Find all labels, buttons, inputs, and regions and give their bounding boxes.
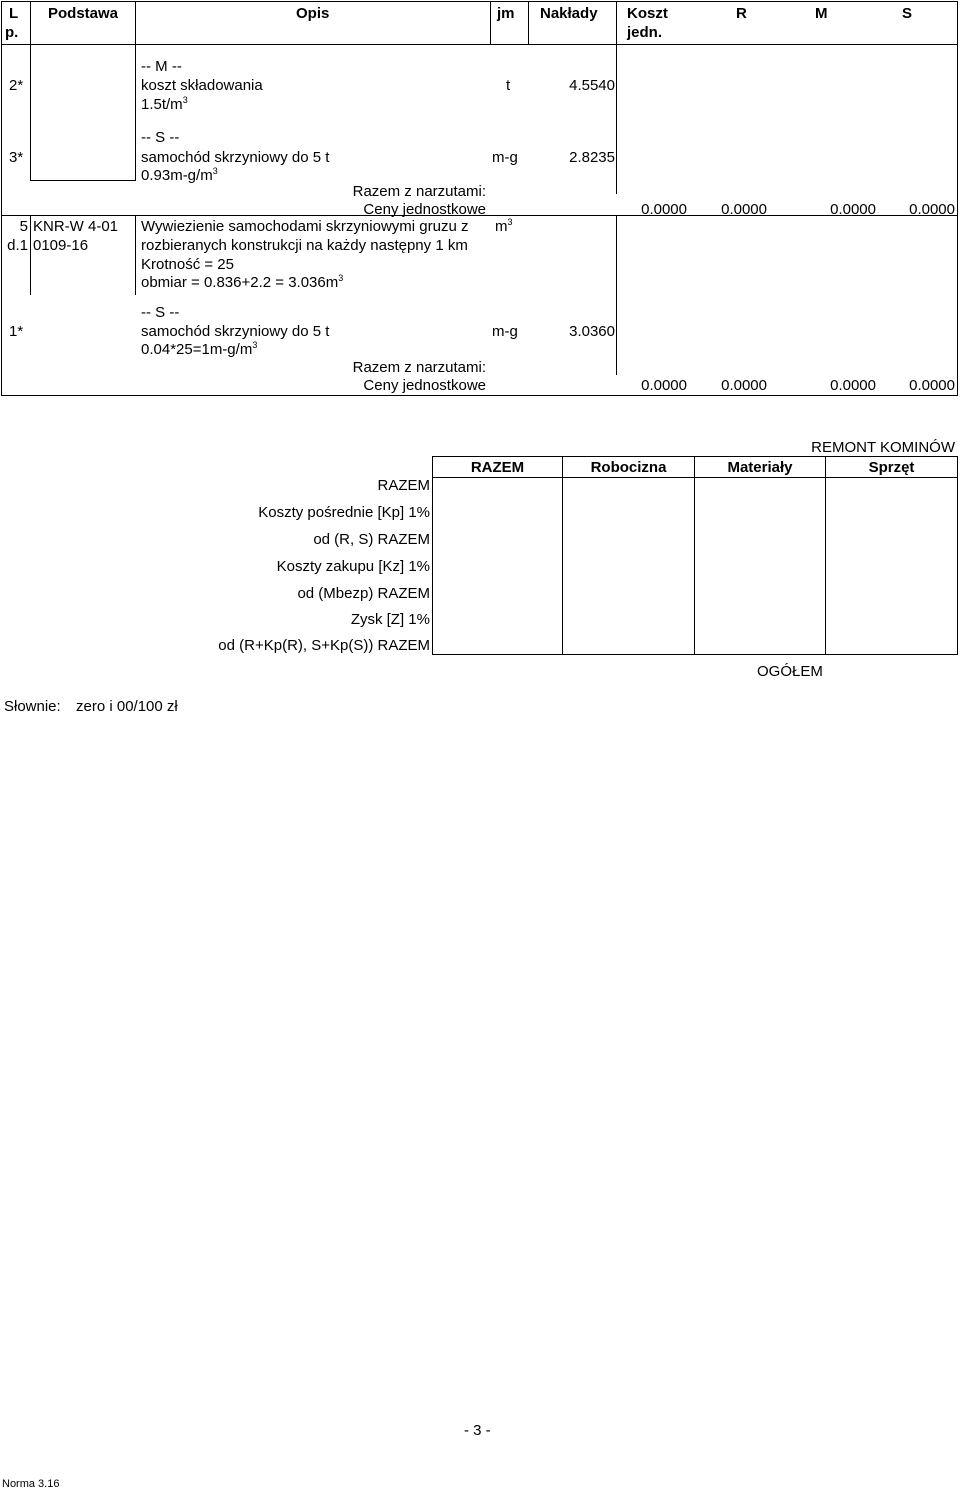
row-1-jm: m-g	[492, 323, 518, 340]
row-2-jm: t	[506, 77, 511, 94]
totals-col-robocizna: Robocizna	[590, 459, 667, 476]
summary-2-koszt-s: 0.0000	[830, 377, 876, 394]
totals-col-sep-1	[562, 456, 563, 655]
slownie-value: zero i 00/100 zł	[76, 698, 178, 715]
col-sep-naklady	[616, 1, 617, 45]
totals-label-kz: Koszty zakupu [Kz] 1%	[276, 558, 430, 575]
row-3-desc: samochód skrzyniowy do 5 t	[141, 149, 330, 166]
row-3-formula: $0.93m-g/m^3$	[141, 166, 218, 184]
totals-label-zysk: Zysk [Z] 1%	[350, 611, 430, 628]
position-5-lp-1: 5	[19, 218, 28, 235]
summary-1-razem: Razem z narzutami:	[352, 183, 486, 200]
totals-left-border	[432, 456, 433, 655]
row-2-marker: -- M --	[141, 58, 182, 75]
totals-col-sprzet: Sprzęt	[868, 459, 915, 476]
col-sep-opis	[490, 1, 491, 45]
header-naklady: Nakłady	[540, 5, 598, 22]
position-5-lp-2: d.1	[7, 237, 28, 254]
table-left-border	[1, 1, 2, 396]
totals-label-razem: RAZEM	[377, 477, 430, 494]
totals-col-sep-3	[825, 456, 826, 655]
summary-1-koszt-m: 0.0000	[721, 201, 767, 218]
col-sep-podstawa	[135, 1, 136, 181]
header-koszt-1: Koszt	[627, 5, 668, 22]
row-1-desc: samochód skrzyniowy do 5 t	[141, 323, 330, 340]
header-jm: jm	[497, 5, 515, 22]
position-5-podstawa-1: KNR-W 4-01	[33, 218, 119, 235]
position-5-jm: $m^3$	[495, 217, 513, 235]
header-r: R	[736, 5, 747, 22]
summary-divider	[30, 180, 135, 181]
summary-2-koszt-m: 0.0000	[721, 377, 767, 394]
position-5-krotnosc: Krotność = 25	[141, 256, 234, 273]
row-2-naklady: 4.5540	[569, 77, 615, 94]
totals-section-title: REMONT KOMINÓW	[811, 439, 955, 456]
position-5-desc-1: Wywiezienie samochodami skrzyniowymi gruzu z	[141, 218, 469, 235]
row-1-marker: -- S --	[141, 304, 180, 321]
program-name: Norma 3.16	[2, 1478, 60, 1490]
totals-label-zysk-razem: od (R+Kp(R), S+Kp(S)) RAZEM	[218, 637, 430, 654]
totals-col-materialy: Materiały	[727, 459, 793, 476]
slownie-label: Słownie:	[4, 698, 61, 715]
page-number: - 3 -	[464, 1422, 491, 1439]
totals-ogolem: OGÓŁEM	[757, 663, 823, 680]
row-1-naklady: 3.0360	[569, 323, 615, 340]
summary-1-koszt-r: 0.0000	[641, 201, 687, 218]
totals-col-sep-2	[694, 456, 695, 655]
position-5-obmiar: obmiar = $0.836+2.2 = 3.036m^3$	[141, 273, 344, 291]
summary-1-koszt-total: 0.0000	[909, 201, 955, 218]
header-koszt-2: jedn.	[627, 24, 663, 41]
summary-1-koszt-s: 0.0000	[830, 201, 876, 218]
col-sep-jm	[528, 1, 529, 45]
position-5-desc-2: rozbieranych konstrukcji na każdy następny 1 km	[141, 237, 468, 254]
row-3-naklady: 2.8235	[569, 149, 615, 166]
header-m: M	[815, 5, 828, 22]
col-sep-lp-2	[30, 215, 31, 295]
header-s: S	[902, 5, 913, 22]
row-2-lp: 2*	[9, 77, 24, 94]
table-top-border	[1, 1, 957, 2]
col-sep-naklady-3	[616, 215, 617, 375]
summary-2-koszt-total: 0.0000	[909, 377, 955, 394]
header-bottom-border	[1, 44, 957, 45]
summary-2-ceny: Ceny jednostkowe	[363, 377, 486, 394]
row-2-formula: $1.5t/m^3$	[141, 95, 188, 113]
summary-2-koszt-r: 0.0000	[641, 377, 687, 394]
summary-2-razem: Razem z narzutami:	[352, 359, 486, 376]
totals-label-kz-razem: od (Mbezp) RAZEM	[297, 585, 430, 602]
row-1-formula: $0.04*25=1m-g/m^3$	[141, 340, 258, 358]
totals-col-razem: RAZEM	[470, 459, 525, 476]
table-bottom-border	[1, 395, 957, 396]
col-sep-podstawa-2	[135, 215, 136, 295]
summary-1-ceny: Ceny jednostkowe	[363, 201, 486, 218]
col-sep-lp	[30, 1, 31, 181]
table-right-border	[957, 1, 958, 396]
totals-label-kp: Koszty pośrednie [Kp] 1%	[258, 504, 430, 521]
row-3-jm: m-g	[492, 149, 518, 166]
header-podstawa: Podstawa	[48, 5, 119, 22]
row-2-desc: koszt składowania	[141, 77, 263, 94]
row-3-marker: -- S --	[141, 129, 180, 146]
header-lp-1: L	[9, 5, 19, 22]
row-3-lp: 3*	[9, 149, 24, 166]
totals-label-kp-razem: od (R, S) RAZEM	[313, 531, 430, 548]
col-sep-naklady-2	[616, 44, 617, 194]
totals-right-border	[957, 456, 958, 655]
position-5-podstawa-2: 0109-16	[33, 237, 89, 254]
header-opis: Opis	[296, 5, 330, 22]
row-1-lp: 1*	[9, 323, 24, 340]
header-lp-2: p.	[5, 24, 19, 41]
